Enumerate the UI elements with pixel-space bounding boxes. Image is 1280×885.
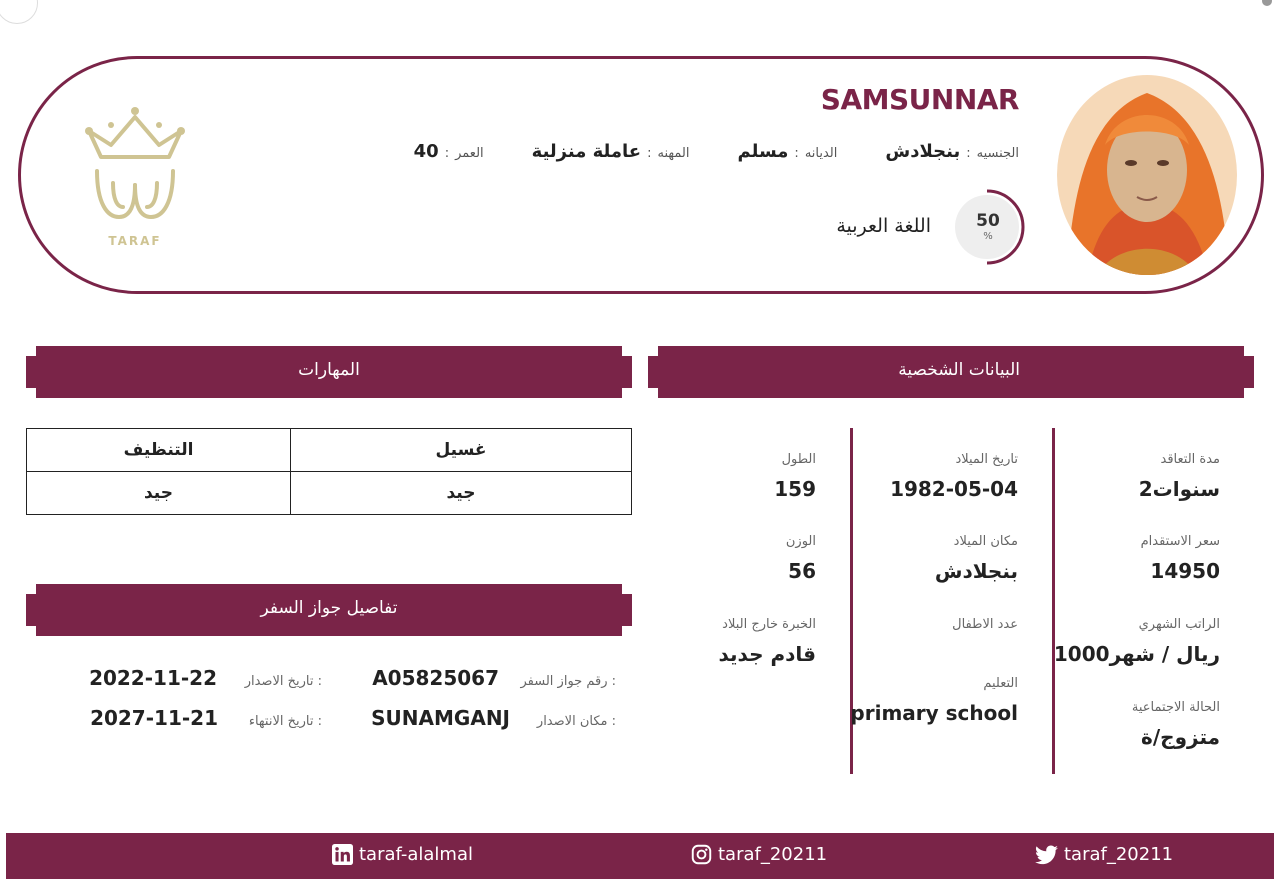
percent-sign: % — [983, 231, 993, 242]
marital-status-label: الحالة الاجتماعية — [1131, 700, 1220, 715]
recruitment-price-value: 14950 — [1150, 559, 1220, 583]
passport-row-1 — [26, 666, 632, 696]
religion-label: الديانه — [804, 146, 838, 161]
passport-number-label: رقم جواز السفر : — [520, 674, 616, 689]
marital-status-value: متزوج/ة — [1141, 725, 1220, 749]
age-label: العمر — [455, 146, 484, 161]
personal-data-title: البيانات الشخصية — [898, 360, 1020, 380]
religion-value: مسلم — [737, 141, 789, 162]
monthly-salary-value: 1000ريال / شهر — [1053, 642, 1220, 666]
linkedin-handle: taraf-alalmal — [359, 844, 473, 865]
education-label: التعليم — [983, 676, 1018, 691]
issue-place-value: SUNAMGANJ — [371, 706, 510, 730]
expiry-date-label: تاريخ الانتهاء : — [248, 714, 322, 729]
nationality-label: الجنسيه — [976, 146, 1019, 161]
instagram-handle: taraf_20211 — [718, 844, 828, 865]
personal-data-banner — [648, 346, 1254, 398]
scroll-indicator[interactable] — [1262, 0, 1272, 6]
weight-value: 56 — [788, 559, 816, 583]
passport-number-value: A05825067 — [372, 666, 499, 690]
twitter-icon — [1035, 845, 1058, 865]
instagram-icon — [691, 844, 712, 865]
skill-header-washing: غسيل — [291, 429, 632, 472]
table-row — [27, 429, 632, 472]
passport-banner — [26, 584, 632, 636]
contract-duration-value: 2سنوات — [1138, 477, 1220, 501]
issue-place-label: مكان الاصدار : — [536, 714, 616, 729]
table-row — [27, 472, 632, 515]
passport-row-2 — [26, 706, 632, 736]
profession-label: المهنه — [657, 146, 690, 161]
profession-value: عاملة منزلية — [531, 141, 642, 162]
birth-date-value: 1982-05-04 — [890, 477, 1018, 501]
education-field — [758, 676, 1018, 725]
height-label: الطول — [781, 452, 816, 467]
footer-bar — [6, 833, 1274, 879]
linkedin-icon — [332, 844, 353, 865]
experience-label: الخبرة خارج البلاد — [722, 617, 816, 632]
nationality-item — [885, 141, 1019, 162]
colon: : — [794, 146, 799, 161]
skills-banner — [26, 346, 632, 398]
profile-info-row — [366, 141, 1019, 162]
expiry-date-value: 2027-11-21 — [90, 706, 218, 730]
nationality-value: بنجلادش — [885, 141, 961, 162]
taraf-logo — [83, 103, 187, 249]
skill-value-washing: جيد — [291, 472, 632, 515]
language-level: 50 — [976, 211, 1000, 231]
twitter-link[interactable] — [1035, 844, 1173, 865]
colon: : — [444, 146, 450, 161]
colon: : — [647, 146, 652, 161]
education-value: primary school — [850, 701, 1018, 725]
profession-item — [532, 141, 690, 162]
weight-label: الوزن — [785, 534, 816, 549]
skill-header-cleaning: التنظيف — [27, 429, 291, 472]
instagram-link[interactable] — [691, 844, 827, 865]
passport-title: تفاصيل جواز السفر — [260, 598, 398, 618]
contract-duration-label: مدة التعاقد — [1160, 452, 1220, 467]
weight-field — [556, 534, 816, 583]
experience-value: قادم جديد — [718, 642, 816, 666]
profile-card — [18, 56, 1264, 294]
language-label: اللغة العربية — [836, 215, 931, 237]
age-value: 40 — [413, 141, 439, 162]
issue-date-value: 2022-11-22 — [89, 666, 217, 690]
worker-name: SAMSUNNAR — [820, 83, 1019, 116]
corner-decoration — [0, 0, 38, 24]
children-label: عدد الاطفال — [952, 617, 1018, 632]
issue-date-label: تاريخ الاصدار : — [244, 674, 322, 689]
skills-title: المهارات — [298, 360, 360, 380]
religion-item — [737, 141, 837, 162]
height-value: 159 — [774, 477, 816, 501]
birth-place-label: مكان الميلاد — [953, 534, 1018, 549]
birth-place-value: بنجلادش — [934, 559, 1018, 583]
skills-table — [26, 428, 632, 515]
twitter-handle: taraf_20211 — [1064, 844, 1174, 865]
skill-value-cleaning: جيد — [27, 472, 291, 515]
recruitment-price-label: سعر الاستقدام — [1140, 534, 1220, 549]
birth-date-label: تاريخ الميلاد — [955, 452, 1018, 467]
linkedin-link[interactable] — [332, 844, 473, 865]
language-skill — [823, 187, 1023, 269]
worker-photo — [1057, 75, 1237, 275]
colon: : — [966, 146, 971, 161]
age-item — [414, 141, 484, 162]
monthly-salary-label: الراتب الشهري — [1138, 617, 1220, 632]
logo-text: TARAF — [108, 234, 162, 248]
